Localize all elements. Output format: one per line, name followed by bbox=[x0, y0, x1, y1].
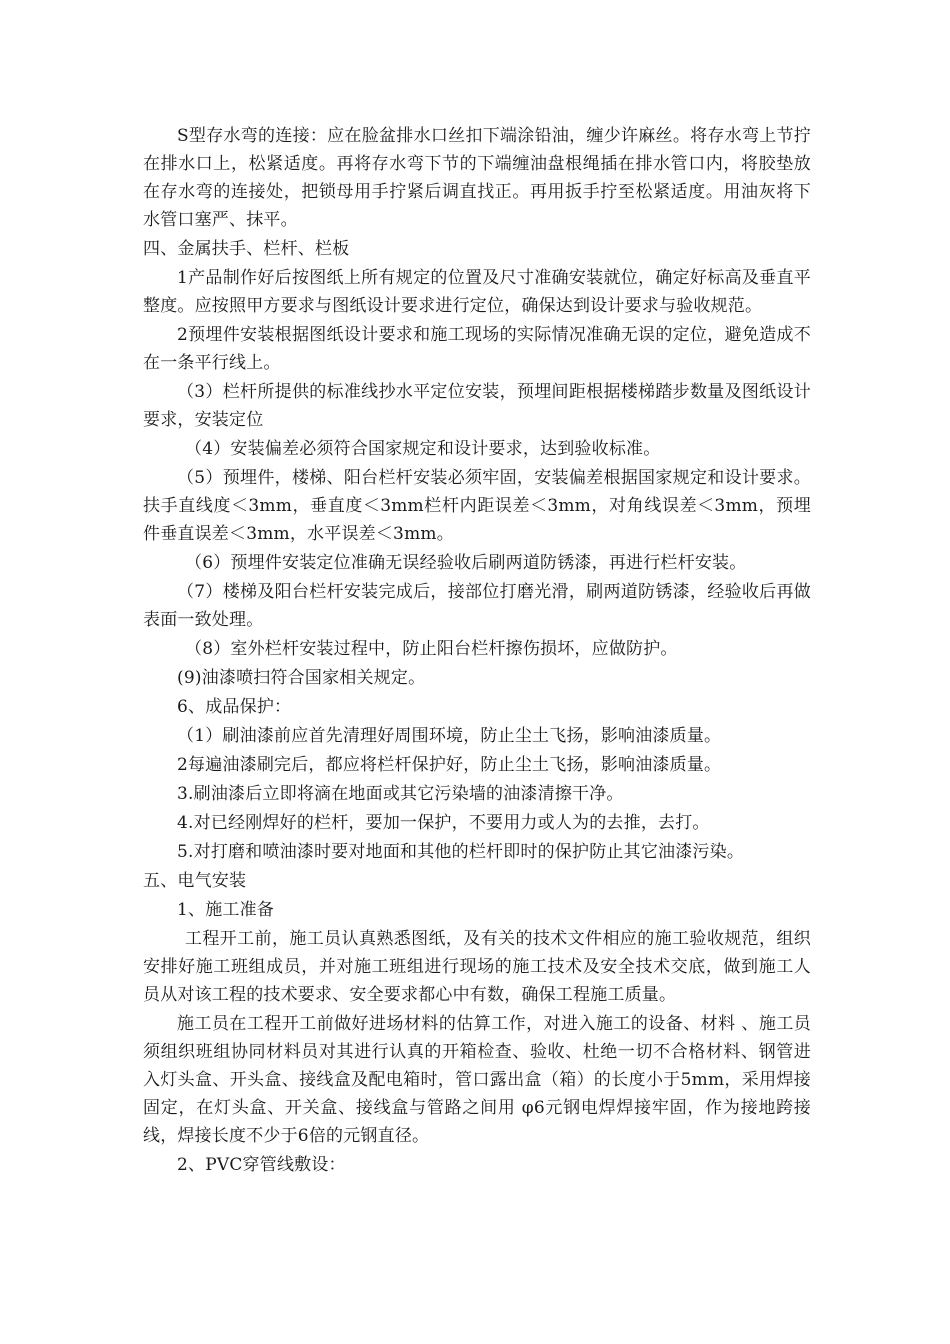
paragraph-s-trap-connection: S型存水弯的连接：应在脸盆排水口丝扣下端涂铅油，缠少许麻丝。将存水弯上节拧在排水口上，松紧适度。再将存水弯下节的下端缠油盘根绳插在排水管口内，将胶垫放在存水弯的连接处，把锁母用手拧紧后调直找正。再用扳手拧至松紧适度。用油灰将下水管口塞严、抹平。 bbox=[143, 126, 811, 230]
protection-item-2: 2每遍油漆刷完后，都应将栏杆保护好，防止尘土飞扬，影响油漆质量。 bbox=[177, 755, 722, 775]
protection-item-3: 3.刷油漆后立即将滴在地面或其它污染墙的油漆清擦干净。 bbox=[177, 784, 624, 804]
protection-item-1: （1）刷油漆前应首先清理好周围环境，防止尘土飞扬，影响油漆质量。 bbox=[177, 726, 722, 746]
subheading-product-protection: 6、成品保护： bbox=[177, 697, 292, 717]
paragraph-item-5: （5）预埋件，楼梯、阳台栏杆安装必须牢固，安装偏差根据国家规定和设计要求。扶手直线度＜3mm，垂直度＜3mm栏杆内距误差＜3mm，对角线误差＜3mm，预埋件垂直误差＜3mm，水平误差＜3mm。 bbox=[143, 468, 811, 544]
paragraph-item-8: （8）室外栏杆安装过程中，防止阳台栏杆擦伤损坏，应做防护。 bbox=[185, 639, 678, 659]
subheading-construction-prep: 1、施工准备 bbox=[177, 900, 275, 920]
protection-item-5: 5.对打磨和喷油漆时要对地面和其他的栏杆即时的保护防止其它油漆污染。 bbox=[177, 842, 745, 862]
section-heading-5: 五、电气安装 bbox=[143, 871, 247, 891]
paragraph-item-4: （4）安装偏差必须符合国家规定和设计要求，达到验收标准。 bbox=[185, 439, 661, 459]
paragraph-item-2: 2预埋件安装根据图纸设计要求和施工现场的实际情况准确无误的定位，避免造成不在一条平行线上。 bbox=[143, 325, 811, 373]
subheading-pvc-conduit: 2、PVC穿管线敷设： bbox=[177, 1155, 346, 1175]
protection-item-4: 4.对已经刚焊好的栏杆，要加一保护，不要用力或人为的去推，去打。 bbox=[177, 813, 710, 833]
paragraph-prep-2: 施工员在工程开工前做好进场材料的估算工作，对进入施工的设备、材料 、施工员须组织班组协同材料员对其进行认真的开箱检查、验收、杜绝一切不合格材料、钢管进入灯头盒、开头盒、接线盒及配电箱时，管口露出盒（箱）的长度小于5mm，采用焊接固定，在灯头盒、开关盒、接线盒与管路之间用 φ6元钢电焊焊接牢固，作为接地跨接线，焊接长度不少于6倍的元钢直径。 bbox=[143, 1014, 811, 1146]
paragraph-item-3: （3）栏杆所提供的标准线抄水平定位安装，预埋间距根据楼梯踏步数量及图纸设计要求，安装定位 bbox=[143, 382, 811, 430]
document-body bbox=[143, 122, 811, 1180]
paragraph-item-1: 1产品制作好后按图纸上所有规定的位置及尺寸准确安装就位，确定好标高及垂直平整度。应按照甲方要求与图纸设计要求进行定位，确保达到设计要求与验收规范。 bbox=[143, 268, 811, 316]
paragraph-item-7: （7）楼梯及阳台栏杆安装完成后，接部位打磨光滑，刷两道防锈漆，经验收后再做表面一致处理。 bbox=[143, 582, 811, 630]
paragraph-prep-1: 工程开工前，施工员认真熟悉图纸，及有关的技术文件相应的施工验收规范，组织安排好施工班组成员，并对施工班组进行现场的施工技术及安全技术交底，做到施工人员从对该工程的技术要求、安全要求都心中有数，确保工程施工质量。 bbox=[143, 929, 811, 1005]
paragraph-item-6: （6）预埋件安装定位准确无误经验收后刷两道防锈漆，再进行栏杆安装。 bbox=[185, 553, 747, 573]
section-heading-4: 四、金属扶手、栏杆、栏板 bbox=[143, 239, 350, 259]
paragraph-item-9: (9)油漆喷扫符合国家相关规定。 bbox=[177, 668, 426, 688]
